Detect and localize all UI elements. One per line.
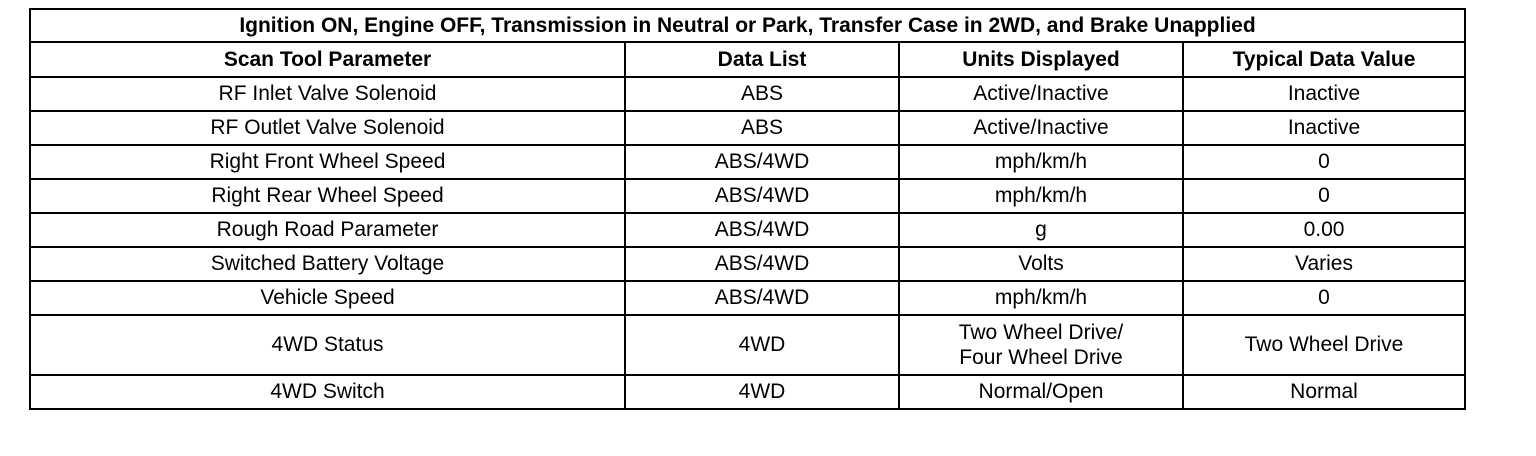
cell-units-line-1: Two Wheel Drive/ <box>958 321 1124 344</box>
cell-units: Active/Inactive <box>899 111 1183 145</box>
cell-value: 0 <box>1183 145 1465 179</box>
cell-data-list: 4WD <box>625 315 899 375</box>
cell-units: Active/Inactive <box>899 77 1183 111</box>
cell-parameter: RF Inlet Valve Solenoid <box>30 77 625 111</box>
cell-data-list: ABS/4WD <box>625 179 899 213</box>
cell-units: Normal/Open <box>899 375 1183 409</box>
cell-units: mph/km/h <box>899 179 1183 213</box>
column-header-row <box>30 42 1465 77</box>
scan-tool-data-table <box>29 8 1466 410</box>
table-row <box>30 315 1465 375</box>
cell-data-list: 4WD <box>625 375 899 409</box>
data-table-container <box>29 8 1464 410</box>
column-header-parameter: Scan Tool Parameter <box>30 42 625 77</box>
cell-parameter: 4WD Switch <box>30 375 625 409</box>
table-row <box>30 179 1465 213</box>
cell-parameter: 4WD Status <box>30 315 625 375</box>
table-row <box>30 145 1465 179</box>
column-header-data-list: Data List <box>625 42 899 77</box>
cell-units: mph/km/h <box>899 281 1183 315</box>
table-row <box>30 281 1465 315</box>
table-row <box>30 111 1465 145</box>
cell-value: 0 <box>1183 179 1465 213</box>
cell-value: Inactive <box>1183 111 1465 145</box>
cell-units: mph/km/h <box>899 145 1183 179</box>
cell-parameter: Right Front Wheel Speed <box>30 145 625 179</box>
cell-value: Two Wheel Drive <box>1183 315 1465 375</box>
cell-data-list: ABS <box>625 111 899 145</box>
column-header-value: Typical Data Value <box>1183 42 1465 77</box>
table-row <box>30 77 1465 111</box>
cell-data-list: ABS <box>625 77 899 111</box>
cell-units: g <box>899 213 1183 247</box>
cell-value: 0 <box>1183 281 1465 315</box>
cell-data-list: ABS/4WD <box>625 145 899 179</box>
cell-value: Varies <box>1183 247 1465 281</box>
cell-parameter: Right Rear Wheel Speed <box>30 179 625 213</box>
cell-value: 0.00 <box>1183 213 1465 247</box>
table-row <box>30 213 1465 247</box>
table-title-row <box>30 9 1465 42</box>
cell-units <box>899 315 1183 375</box>
cell-value: Inactive <box>1183 77 1465 111</box>
cell-units-line-2: Four Wheel Drive <box>959 346 1123 369</box>
table-row <box>30 247 1465 281</box>
cell-value: Normal <box>1183 375 1465 409</box>
cell-data-list: ABS/4WD <box>625 247 899 281</box>
cell-data-list: ABS/4WD <box>625 281 899 315</box>
cell-parameter: RF Outlet Valve Solenoid <box>30 111 625 145</box>
cell-data-list: ABS/4WD <box>625 213 899 247</box>
table-row <box>30 375 1465 409</box>
cell-parameter: Switched Battery Voltage <box>30 247 625 281</box>
cell-units: Volts <box>899 247 1183 281</box>
cell-parameter: Vehicle Speed <box>30 281 625 315</box>
column-header-units: Units Displayed <box>899 42 1183 77</box>
table-title: Ignition ON, Engine OFF, Transmission in Neutral or Park, Transfer Case in 2WD, and Brake Unapplied <box>30 9 1465 42</box>
cell-parameter: Rough Road Parameter <box>30 213 625 247</box>
